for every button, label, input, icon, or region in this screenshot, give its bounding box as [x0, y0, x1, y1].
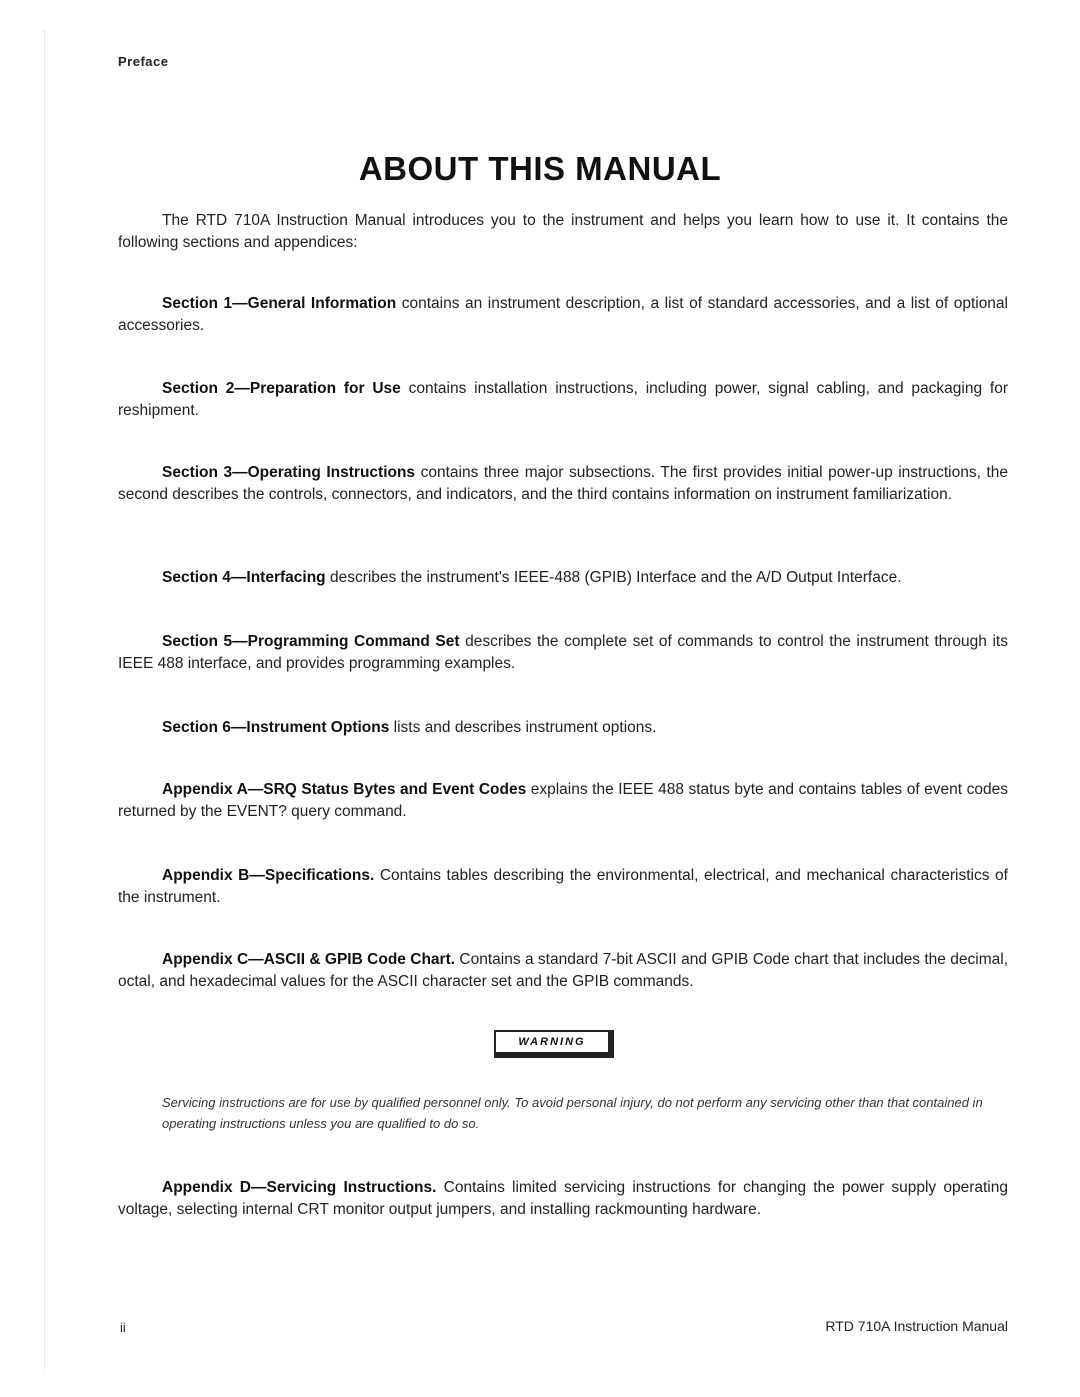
- entry-heading: Section 5—Programming Command Set: [162, 633, 460, 650]
- entry-heading: Appendix C—ASCII & GPIB Code Chart.: [162, 951, 456, 968]
- entry-description: Contains limited servicing instructions for changing the power supply operating voltage, selecting internal CRT monitor output jumpers, and installing rackmounting hardware.: [118, 1179, 1008, 1218]
- entry-description: contains three major subsections. The first provides initial power-up instructions, the second describes the controls, connectors, and indicators, and the third contains information on instrument familiarization.: [118, 464, 1008, 503]
- entry-heading: Section 6—Instrument Options: [162, 719, 390, 736]
- warning-label: WARNING: [494, 1030, 614, 1058]
- entry-section-5: [118, 631, 1008, 674]
- entry-description: Contains tables describing the environmental, electrical, and mechanical characteristics of the instrument.: [118, 867, 1008, 906]
- entry-heading: Appendix B—Specifications.: [162, 867, 375, 884]
- entry-description: Contains a standard 7-bit ASCII and GPIB Code chart that includes the decimal, octal, and hexadecimal values for the ASCII character set and the GPIB commands.: [118, 951, 1008, 990]
- entry-heading: Section 3—Operating Instructions: [162, 464, 416, 481]
- entry-description: contains installation instructions, including power, signal cabling, and packaging for reshipment.: [118, 380, 1008, 419]
- entry-section-6: [118, 717, 1008, 739]
- entry-section-1: [118, 293, 1008, 336]
- entry-section-4: [118, 567, 1008, 589]
- page-number: ii: [120, 1320, 126, 1335]
- entry-appendix-c: [118, 949, 1008, 992]
- entry-heading: Section 4—Interfacing: [162, 569, 326, 586]
- entry-description: contains an instrument description, a list of standard accessories, and a list of optional accessories.: [118, 295, 1008, 334]
- entry-appendix-b: [118, 865, 1008, 908]
- binding-hole-marks: [44, 30, 63, 1370]
- page-title: ABOUT THIS MANUAL: [358, 150, 722, 187]
- running-header: Preface: [118, 54, 169, 69]
- entry-heading: Section 2—Preparation for Use: [162, 380, 401, 397]
- entry-heading: Appendix A—SRQ Status Bytes and Event Codes: [162, 781, 527, 798]
- entry-description: describes the complete set of commands to control the instrument through its IEEE 488 interface, and provides programming examples.: [118, 633, 1008, 672]
- entry-description: describes the instrument's IEEE-488 (GPIB) Interface and the A/D Output Interface.: [325, 569, 902, 586]
- entry-heading: Appendix D—Servicing Instructions.: [162, 1179, 437, 1196]
- entry-appendix-d: [118, 1177, 1008, 1220]
- entry-heading: Section 1—General Information: [162, 295, 397, 312]
- entry-description: lists and describes instrument options.: [389, 719, 657, 736]
- entry-section-2: [118, 378, 1008, 421]
- entry-appendix-a: [118, 779, 1008, 822]
- entry-description: explains the IEEE 488 status byte and contains tables of event codes returned by the EVENT? query command.: [118, 781, 1008, 820]
- intro-paragraph: The RTD 710A Instruction Manual introduces you to the instrument and helps you learn how to use it. It contains the following sections and appendices:: [118, 212, 1008, 251]
- footer-manual-name: RTD 710A Instruction Manual: [825, 1318, 1008, 1334]
- entry-section-3: [118, 462, 1008, 505]
- warning-text: Servicing instructions are for use by qualified personnel only. To avoid personal injury, do not perform any servicing other than that contained in operating instructions unless you are qualified to do so.: [162, 1095, 983, 1131]
